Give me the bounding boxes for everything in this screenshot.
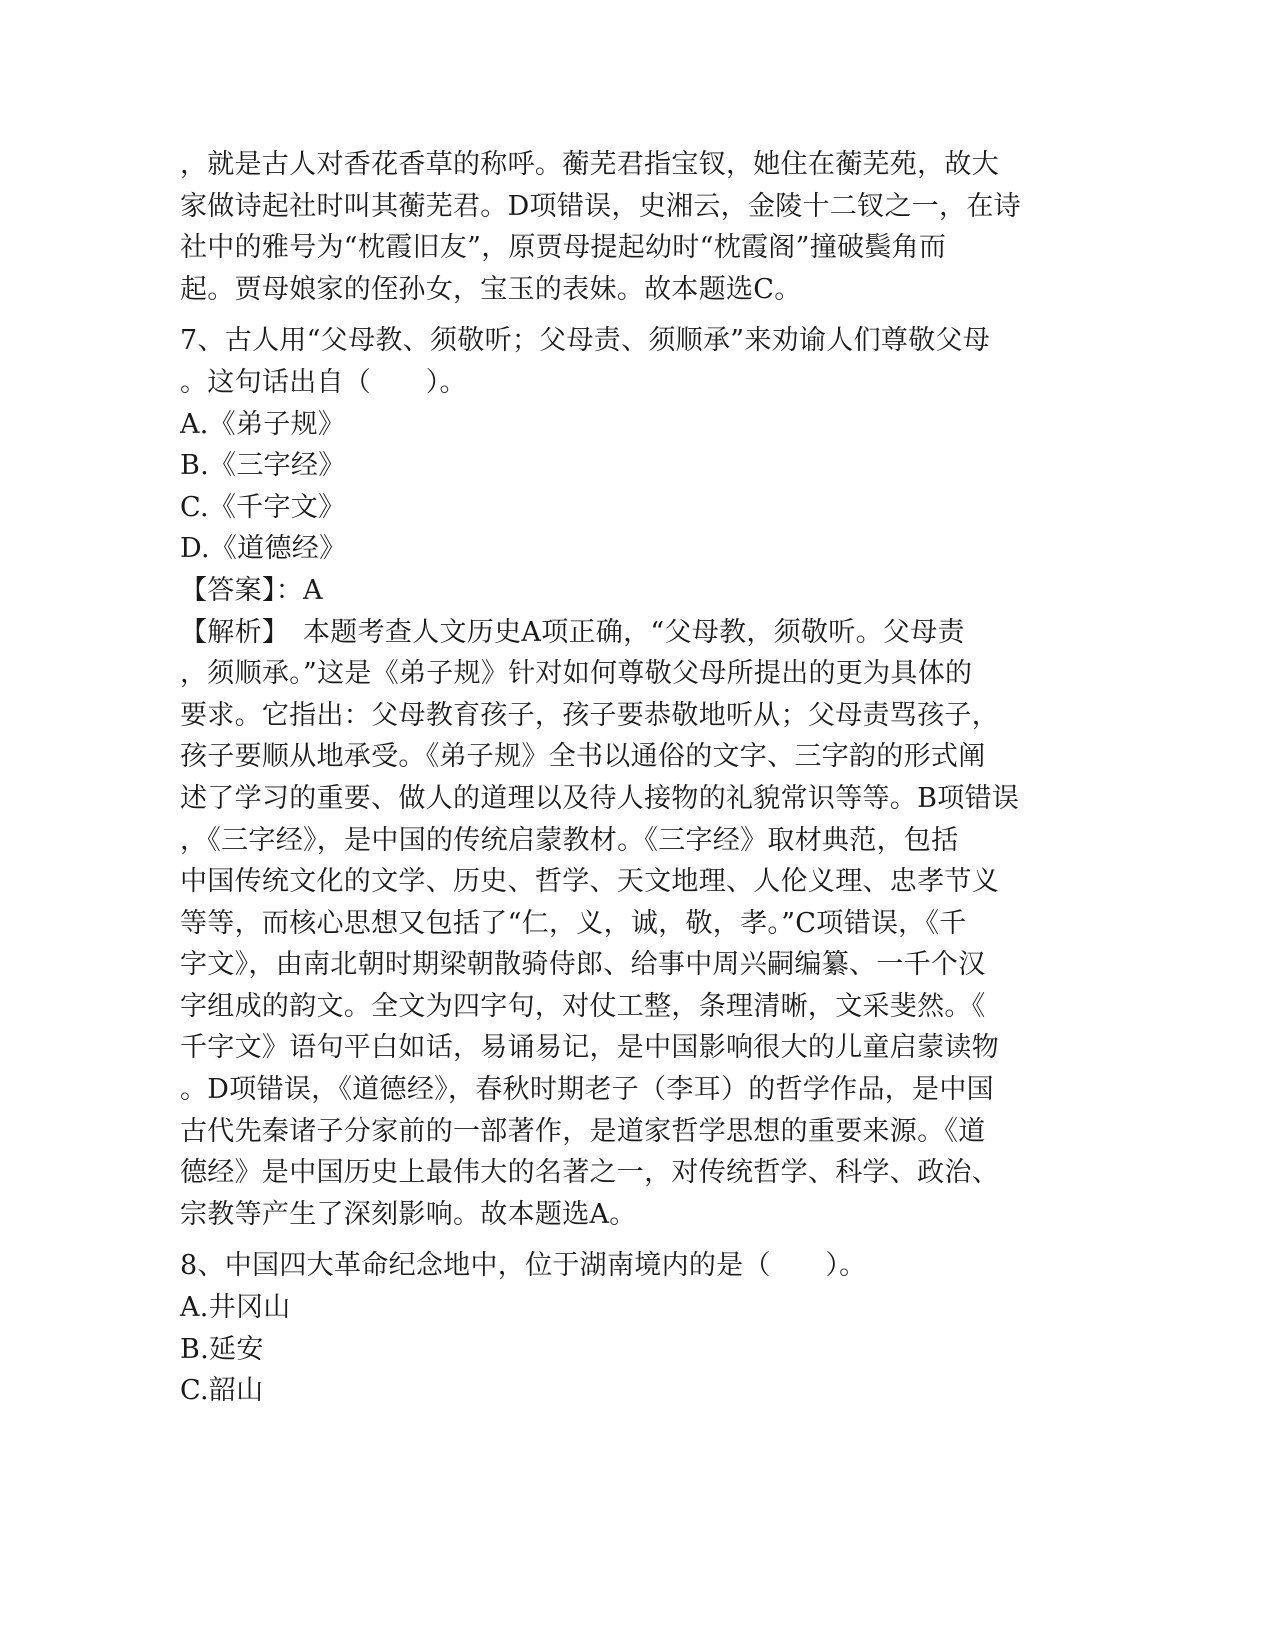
analysis-line: 中国传统文化的文学、历史、哲学、天文地理、人伦义理、忠孝节义 — [180, 866, 999, 898]
analysis-line: ，须顺承。”这是《弟子规》针对如何尊敬父母所提出的更为具体的 — [180, 658, 973, 690]
option-d: D.《道德经》 — [180, 533, 347, 565]
analysis-line: 述了学习的重要、做人的道理以及待人接物的礼貌常识等等。B项错误 — [180, 782, 1020, 814]
analysis-line: 【解析】 本题考查人文历史A项正确，“父母教，须敬听。父母责 — [180, 616, 965, 648]
option-a: A.《弟子规》 — [180, 408, 346, 440]
answer: 【答案】：A — [180, 574, 323, 606]
option-a: A.井冈山 — [180, 1292, 291, 1324]
text-line: 社中的雅号为“枕霞旧友”，原贾母提起幼时“枕霞阁”撞破鬓角而 — [180, 232, 947, 264]
question-8 — [180, 1245, 1060, 1411]
analysis-line: 。D项错误，《道德经》，春秋时期老子（李耳）的哲学作品，是中国 — [180, 1074, 994, 1106]
analysis-line: 要求。它指出：父母教育孩子，孩子要恭敬地听从；父母责骂孩子， — [180, 699, 999, 731]
analysis-line: 宗教等产生了深刻影响。故本题选A。 — [180, 1198, 637, 1230]
document-page — [180, 144, 1060, 1412]
analysis-line: 字组成的韵文。全文为四字句，对仗工整，条理清晰，文采斐然。《 — [180, 990, 986, 1022]
text-line: 起。贾母娘家的侄孙女，宝玉的表妹。故本题选C。 — [180, 273, 802, 305]
option-b: B.延安 — [180, 1333, 264, 1365]
option-c: C.《千字文》 — [180, 491, 346, 523]
option-c: C.韶山 — [180, 1375, 264, 1407]
question-text: 7、古人用“父母教、须敬听；父母责、须顺承”来劝谕人们尊敬父母 — [180, 325, 991, 357]
option-b: B.《三字经》 — [180, 450, 346, 482]
question-text: 。这句话出自（ ）。 — [180, 366, 467, 398]
text-line: ，就是古人对香花香草的称呼。蘅芜君指宝钗，她住在蘅芜苑，故大 — [180, 149, 999, 180]
analysis-line: 字文》，由南北朝时期梁朝散骑侍郎、给事中周兴嗣编纂、一千个汉 — [180, 949, 986, 981]
analysis-line: 德经》是中国历史上最伟大的名著之一，对传统哲学、科学、政治、 — [180, 1157, 999, 1189]
previous-explanation — [180, 144, 1060, 310]
analysis-line: 孩子要顺从地承受。《弟子规》全书以通俗的文字、三字韵的形式阐 — [180, 741, 986, 773]
analysis-line: 等等，而核心思想又包括了“仁，义，诚，敬，孝。”C项错误，《千 — [180, 907, 967, 939]
analysis-line: ，《三字经》，是中国的传统启蒙教材。《三字经》取材典范，包括 — [180, 824, 959, 856]
question-text: 8、中国四大革命纪念地中，位于湖南境内的是（ ）。 — [180, 1250, 867, 1282]
text-line: 家做诗起社时叫其蘅芜君。D项错误，史湘云，金陵十二钗之一，在诗 — [180, 190, 1021, 222]
analysis-line: 千字文》语句平白如话，易诵易记，是中国影响很大的儿童启蒙读物 — [180, 1032, 999, 1064]
analysis-line: 古代先秦诸子分家前的一部著作，是道家哲学思想的重要来源。《道 — [180, 1115, 986, 1147]
question-7 — [180, 320, 1060, 1235]
